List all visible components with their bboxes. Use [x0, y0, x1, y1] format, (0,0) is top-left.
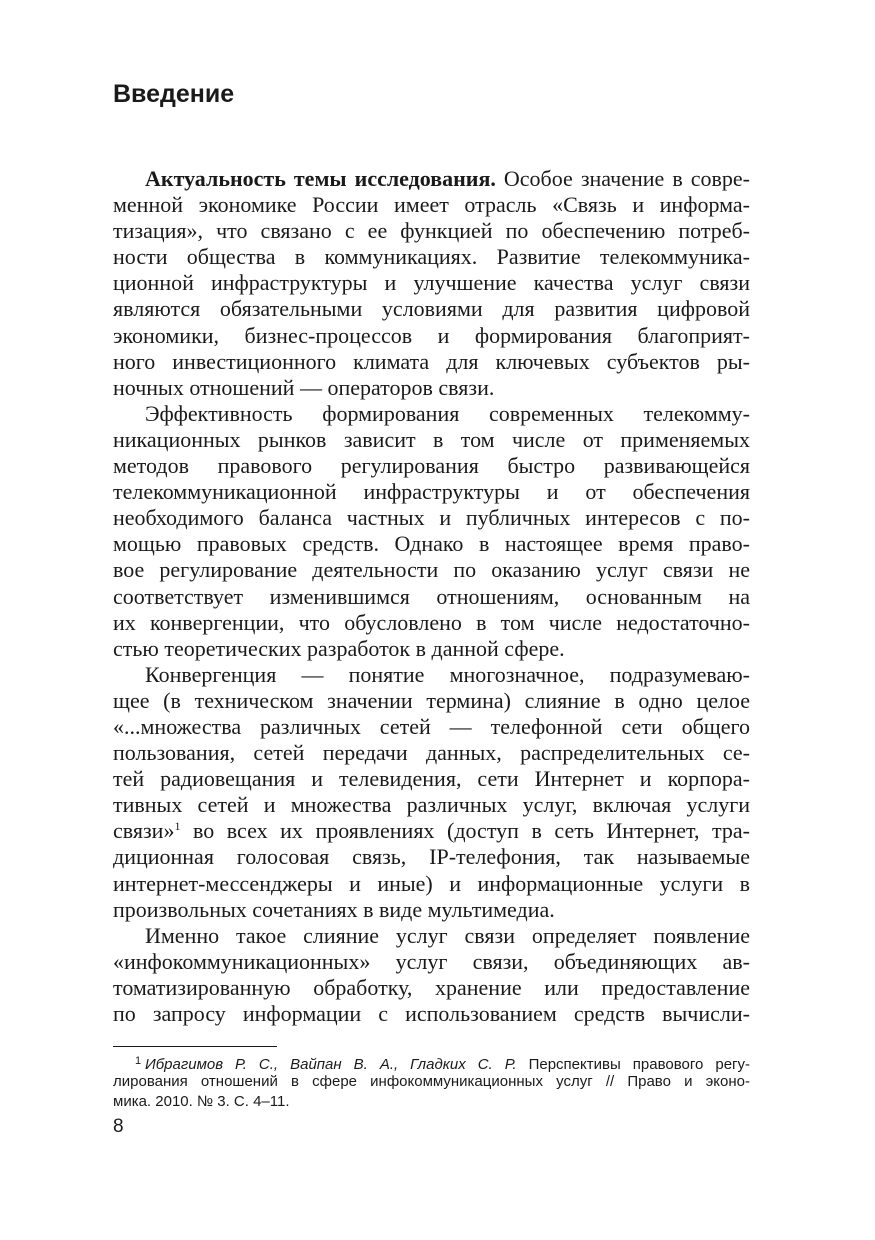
text-line: Именно такое слияние услуг связи определяет появление — [145, 922, 750, 948]
text-line: их конвергенции, что обусловлено в том числе недостаточно- — [113, 609, 750, 635]
footnote-number: 1 — [135, 1055, 142, 1067]
text-line: менной экономике России имеет отрасль «Связь и информа- — [113, 192, 750, 218]
body-text — [113, 166, 750, 1027]
footnote — [113, 1051, 750, 1113]
section-heading: Введение — [113, 80, 235, 108]
text-line: «инфокоммуникационных» услуг связи, объединяющих ав- — [113, 948, 750, 974]
text-line: экономики, бизнес-процессов и формирования благоприят- — [113, 322, 750, 348]
text-line: по запросу информации с использованием средств вычисли- — [113, 1001, 750, 1026]
text-line: Конвергенция — понятие многозначное, подразумеваю- — [145, 661, 750, 687]
footnote-reference[interactable]: 1 — [174, 819, 181, 834]
text-line: ционной инфраструктуры и улучшение качества услуг связи — [113, 270, 750, 296]
footnote-line: мика. 2010. № 3. С. 4–11. — [113, 1093, 290, 1110]
text-segment: Особое значение в совре- — [495, 166, 750, 191]
text-segment: Перспективы правового регу- — [516, 1056, 751, 1073]
footnote-separator — [113, 1046, 277, 1047]
text-line: соответствует изменившимся отношениям, основанным на — [113, 583, 750, 609]
text-line: необходимого баланса частных и публичных интересов с по- — [113, 505, 750, 531]
text-line: томатизированную обработку, хранение или предоставление — [113, 974, 750, 1000]
text-line: стью теоретических разработок в данной сфере. — [113, 635, 565, 661]
text-line: мощью правовых средств. Однако в настоящее время право- — [113, 531, 750, 557]
text-line: «...множества различных сетей — телефонной сети общего — [113, 713, 750, 739]
text-line: Эффективность формирования современных телекомму- — [145, 400, 750, 426]
text-line: ночных отношений — операторов связи. — [113, 374, 495, 400]
text-line: являются обязательными условиями для развития цифровой — [113, 296, 750, 322]
text-line: интернет-мессенджеры и иные) и информационные услуги в — [113, 870, 750, 896]
text-segment: связи» — [113, 818, 175, 844]
text-line: произвольных сочетаниях в виде мультимедиа. — [113, 896, 555, 922]
text-line: пользования, сетей передачи данных, распределительных се- — [113, 740, 750, 766]
text-line — [113, 818, 750, 844]
text-line: тизация», что связано с ее функцией по обеспечению потреб- — [113, 218, 750, 244]
text-line — [113, 166, 750, 192]
text-line: ности общества в коммуникациях. Развитие телекоммуника- — [113, 244, 750, 270]
lead-phrase: Актуальность темы исследования. — [145, 166, 496, 191]
text-line: ного инвестиционного климата для ключевых субъектов ры- — [113, 348, 750, 374]
text-line: методов правового регулирования быстро развивающейся — [113, 453, 750, 479]
text-line: тей радиовещания и телевидения, сети Интернет и корпора- — [113, 766, 750, 792]
text-line: диционная голосовая связь, IP-телефония, так называемые — [113, 844, 750, 870]
text-line: тивных сетей и множества различных услуг, включая услуги — [113, 792, 750, 818]
text-line: никационных рынков зависит в том числе от применяемых — [113, 426, 750, 452]
text-segment: во всех их проявлениях (доступ в сеть Интернет, тра- — [180, 818, 750, 844]
footnote-authors: Ибрагимов Р. С., Вайпан В. А., Гладких С. Р. — [145, 1056, 517, 1073]
text-line: телекоммуникационной инфраструктуры и от обеспечения — [113, 479, 750, 505]
text-line: щее (в техническом значении термина) слияние в одно целое — [113, 687, 750, 713]
footnote-line: лирования отношений в сфере инфокоммуникационных услуг // Право и эконо- — [113, 1072, 750, 1090]
page-number: 8 — [113, 1116, 124, 1137]
footnote-line — [113, 1051, 750, 1072]
text-line: вое регулирование деятельности по оказанию услуг связи не — [113, 557, 750, 583]
